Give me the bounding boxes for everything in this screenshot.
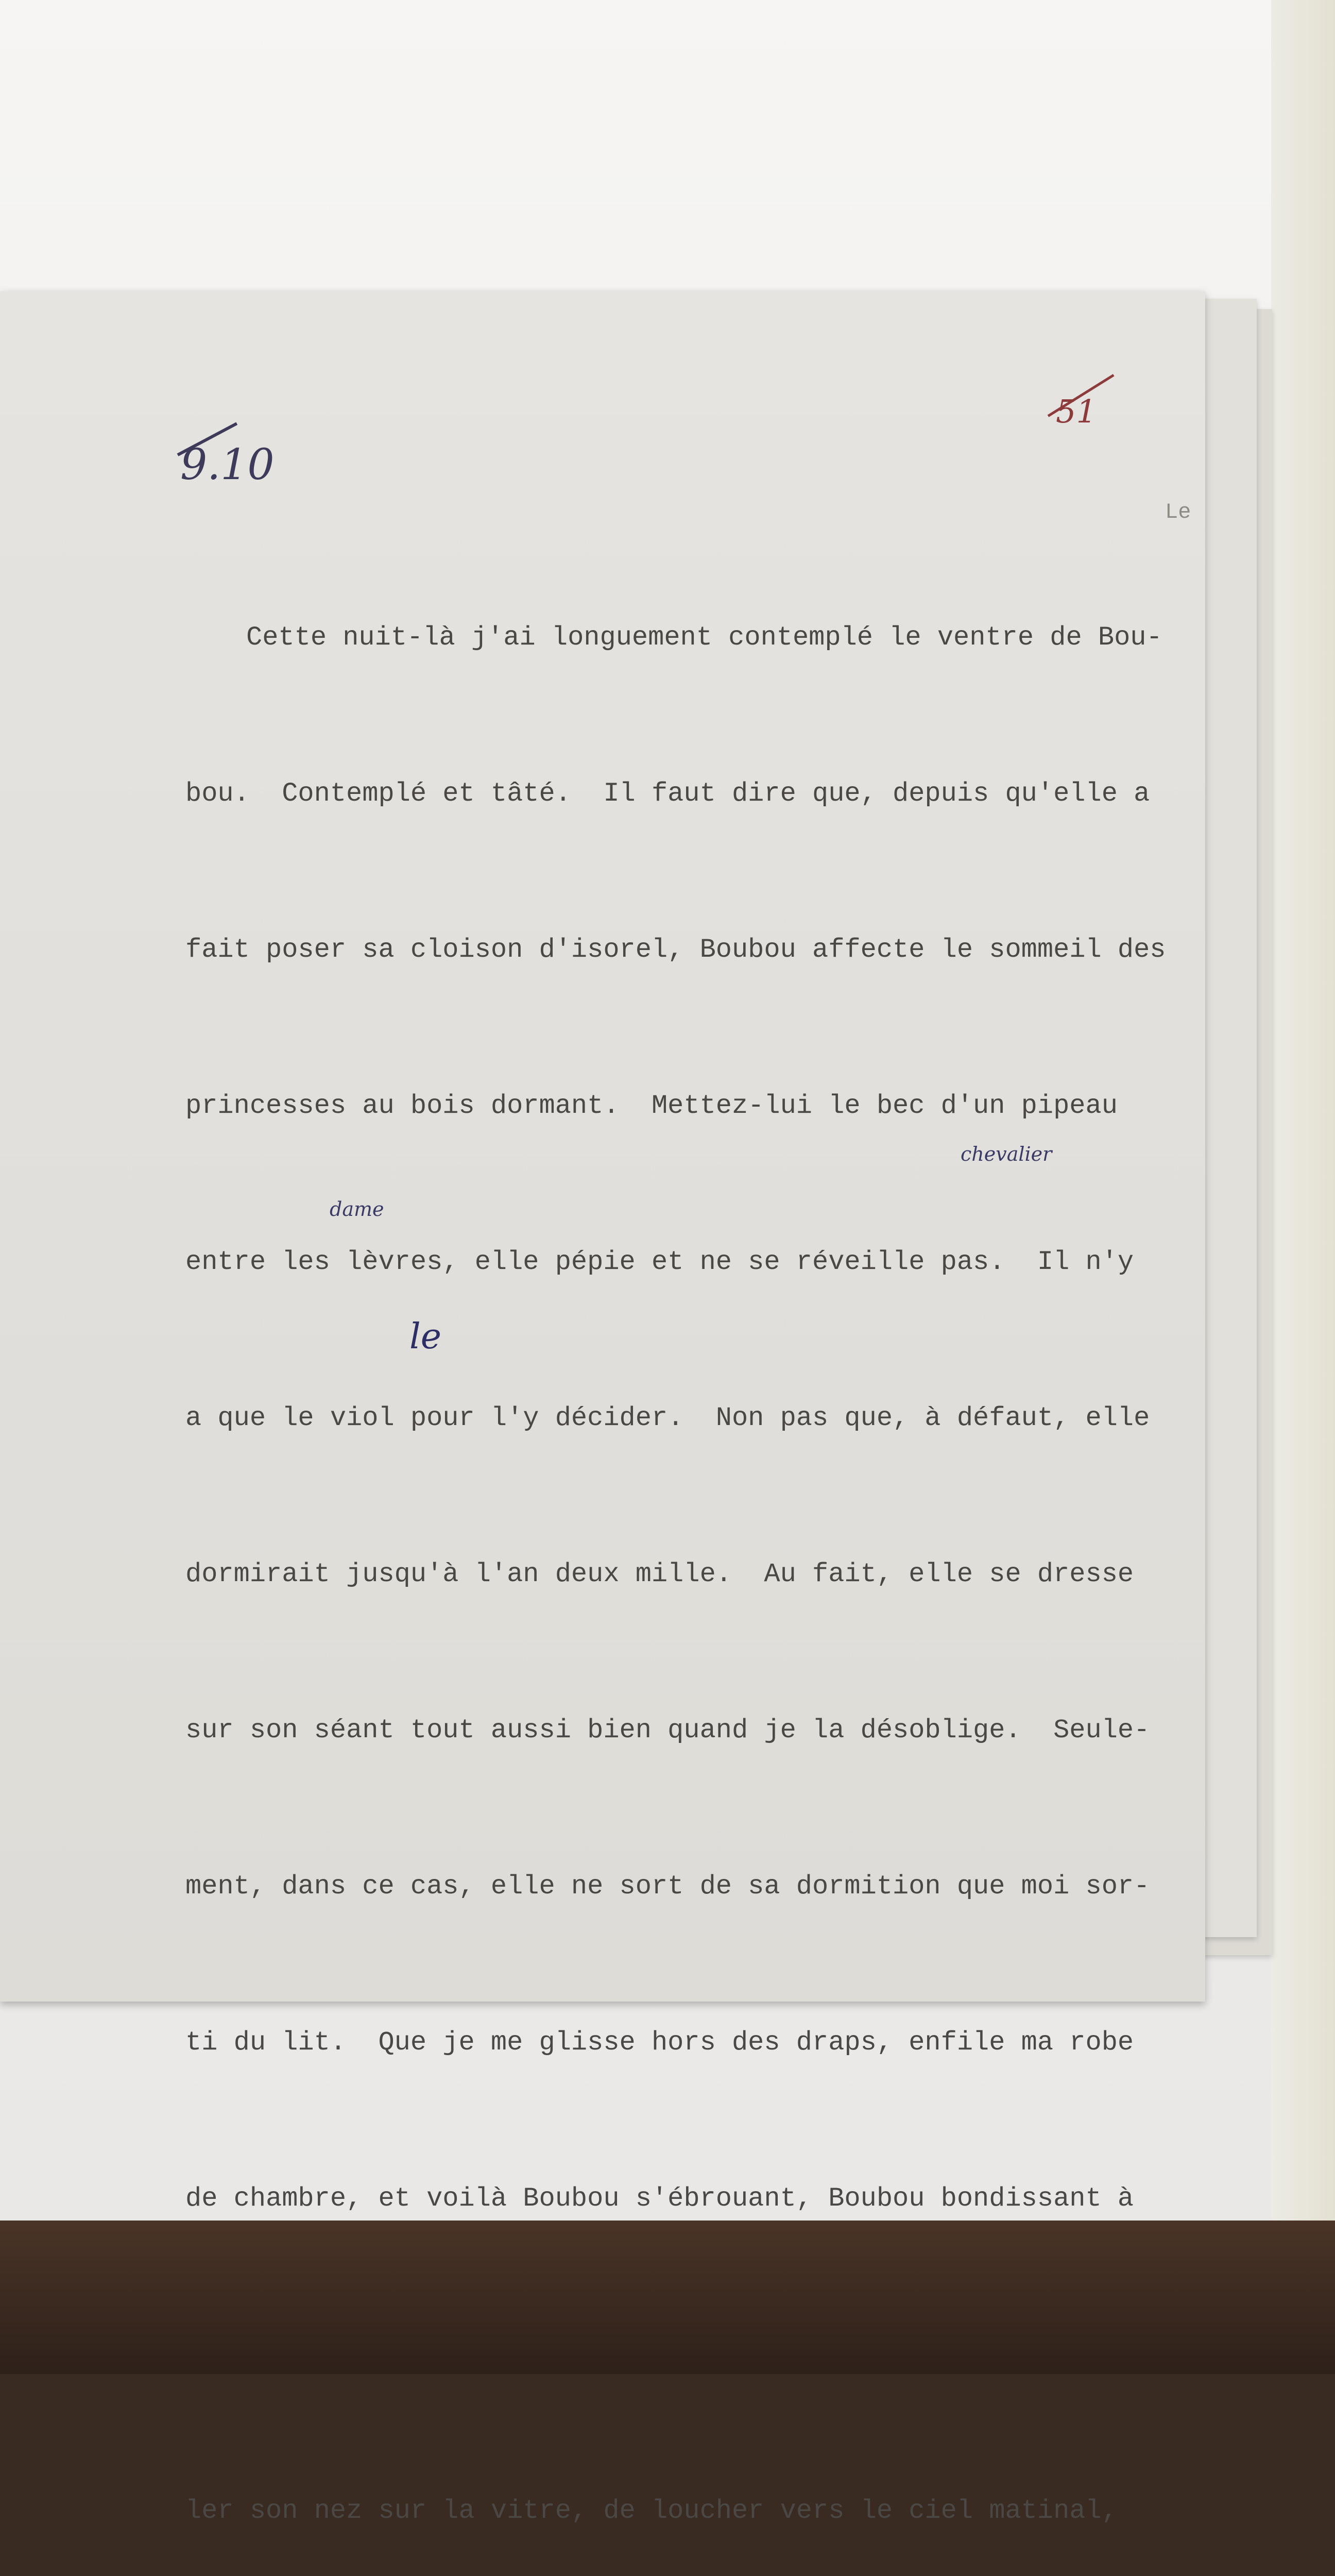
text-line: ment, dans ce cas, elle ne sort de sa dormition que moi sor- (185, 1871, 1150, 1902)
text-line: Cette nuit-là j'ai longuement contemplé le ventre de Bou- (246, 622, 1162, 653)
text-line: bou. Contemplé et tâté. Il faut dire que, depuis qu'elle a (185, 778, 1150, 809)
page-number-annotation: 51 (1056, 393, 1097, 430)
text-line: fait poser sa cloison d'isorel, Boubou affecte le sommeil des (185, 935, 1166, 965)
text-line: a que le viol pour l'y décider. Non pas que, à défaut, elle (185, 1403, 1150, 1433)
table-surface (0, 2221, 1335, 2374)
background-paper-edge (1271, 0, 1335, 2221)
margin-note: Le (1165, 500, 1191, 524)
text-line: de chambre, et voilà Boubou s'ébrouant, Boubou bondissant à (185, 2183, 1134, 2214)
text-line: princesses au bois dormant. Mettez-lui le bec d'un pipeau (185, 1091, 1118, 1121)
text-line: dormirait jusqu'à l'an deux mille. Au fait, elle se dresse (185, 1559, 1134, 1589)
text-line: sur son séant tout aussi bien quand je la désoblige. Seule- (185, 1715, 1150, 1745)
handwritten-insertion: dame (330, 1198, 384, 1221)
text-line: ler son nez sur la vitre, de loucher vers le ciel matinal, (185, 2496, 1118, 2526)
handwritten-insertion: chevalier (961, 1143, 1052, 1165)
handwritten-insertion: le (409, 1316, 441, 1357)
folio-annotation: 9.10 (180, 440, 275, 489)
text-line: entre les lèvres, elle pépie et ne se réveille pas. Il n'y (185, 1247, 1134, 1277)
text-line: ti du lit. Que je me glisse hors des draps, enfile ma robe (185, 2027, 1134, 2058)
